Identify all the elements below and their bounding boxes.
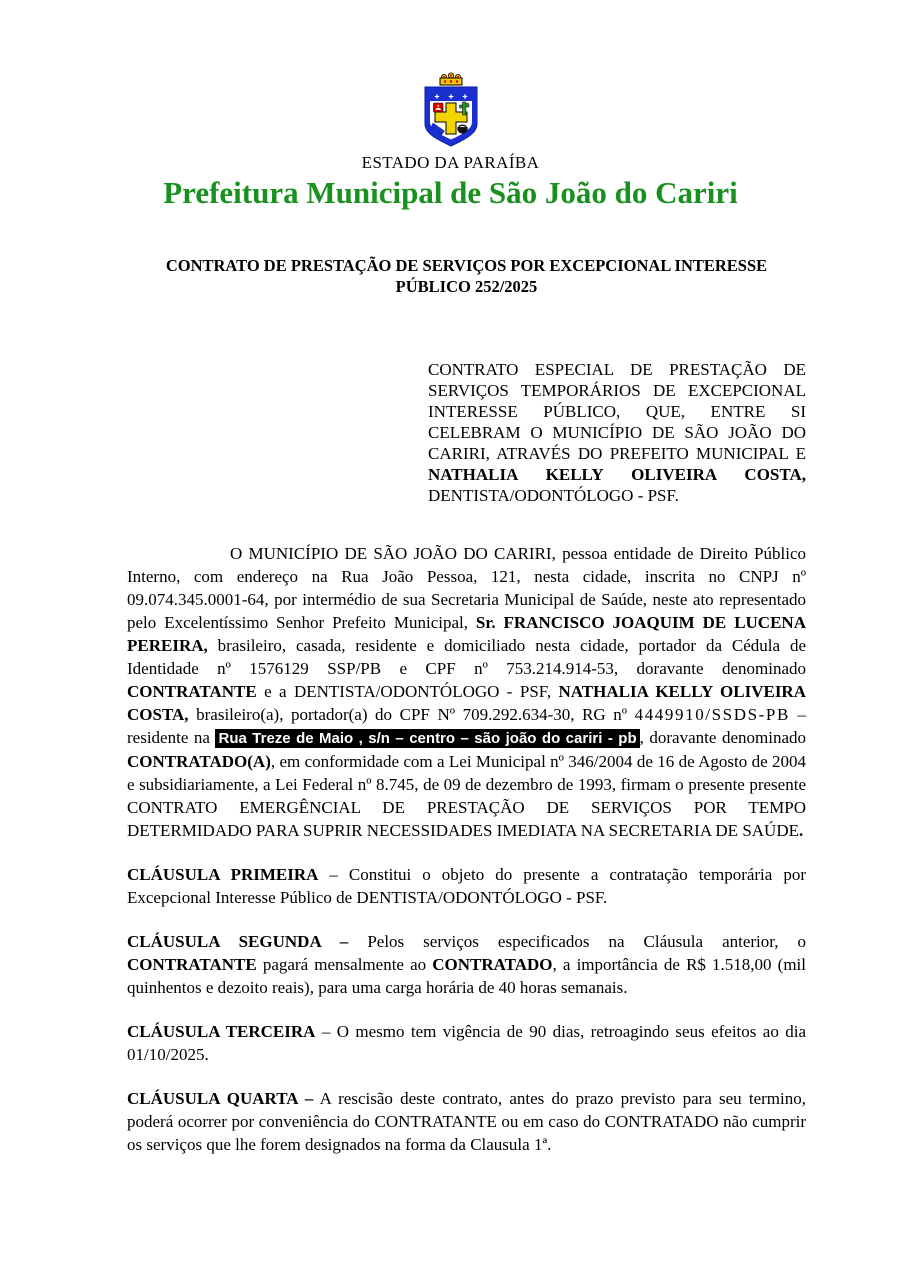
document-header: [111, 70, 790, 211]
municipality-title: Prefeitura Municipal de São João do Cariri: [163, 175, 738, 210]
recital-paragraph: [428, 359, 806, 506]
text-run: 4449910/SSDS-PB: [634, 705, 790, 724]
text-run: , doravante denominado: [639, 728, 806, 747]
text-run: pagará mensalmente ao: [256, 955, 433, 974]
text-run: CONTRATANTE: [127, 682, 257, 701]
text-run: , em conformidade com a Lei Municipal nº 346/2004 de 16 de Agosto de 2004 e subsidiariamente, a Lei Federal nº 8.745, de 09 de dezembro de 1993, firmam o presente presente CONTRATO EMERGÊNCIAL DE PRESTAÇÃO DE SERVIÇOS POR TEMPO DETERMIDADO PARA SUPRIR NECESSIDADES IMEDIATA NA SECRETARIA DE SAÚDE: [127, 752, 806, 840]
text-run: NATHALIA KELLY OLIVEIRA COSTA,: [428, 465, 806, 484]
text-run: CONTRATADO: [432, 955, 553, 974]
text-run: CONTRATADO(A): [127, 752, 271, 771]
text-run: – O mesmo tem vigência de 90 dias, retroagindo seus efeitos ao dia 01/10/2025.: [127, 1022, 807, 1064]
text-run: NATHALIA KELLY OLIVEIRA COSTA,: [127, 682, 806, 724]
text-run: , a importância de R$ 1.518,00 (mil quinhentos e dezoito reais), para uma carga horária de 40 horas semanais.: [127, 955, 806, 997]
text-run: e a DENTISTA/ODONTÓLOGO - PSF,: [256, 682, 559, 701]
text-run: O MUNICÍPIO DE SÃO JOÃO DO CARIRI, pessoa entidade de Direito Público Interno, com endereço na Rua João Pessoa, 121, nesta cidade, inscrita no CNPJ nº 09.074.345.0001-64, por intermédio de sua Secretaria Municipal de Saúde, neste ato representado pelo Excelentíssimo Senhor Prefeito Municipal,: [127, 544, 806, 632]
text-run: – residente na: [127, 705, 806, 747]
text-run: Pelos serviços especificados na Cláusula anterior, o: [348, 932, 807, 951]
text-run: – Constitui o objeto do presente a contratação temporária por Excepcional Interesse Público de DENTISTA/ODONTÓLOGO - PSF.: [127, 865, 806, 907]
text-run: CLÁUSULA PRIMEIRA: [127, 865, 319, 884]
clause-terceira: [127, 1020, 806, 1066]
text-run: CLÁUSULA QUARTA –: [127, 1089, 314, 1108]
text-run: Rua Treze de Maio , s/n – centro – são joão do cariri - pb: [215, 729, 639, 748]
text-run: brasileiro, casada, residente e domiciliado nesta cidade, portador da Cédula de Identidade nº 1576129 SSP/PB e CPF nº 753.214.914-53, doravante denominado: [127, 636, 806, 678]
state-label: ESTADO DA PARAÍBA: [361, 153, 540, 172]
text-run: CONTRATO ESPECIAL DE PRESTAÇÃO DE SERVIÇOS TEMPORÁRIOS DE EXCEPCIONAL INTERESSE PÚBLICO, QUE, ENTRE SI CELEBRAM O MUNICÍPIO DE SÃO JOÃO DO CARIRI, ATRAVÉS DO PREFEITO MUNICIPAL E: [428, 360, 806, 463]
coat-of-arms-icon: [410, 70, 492, 150]
text-run: .: [799, 821, 804, 840]
text-run: A rescisão deste contrato, antes do prazo previsto para seu termino, poderá ocorrer por conveniência do CONTRATANTE ou em caso do CONTRATADO não cumprir os serviços que lhe forem designados na forma da Clausula 1ª.: [127, 1089, 806, 1154]
clause-quarta: [127, 1087, 806, 1156]
text-run: DENTISTA/ODONTÓLOGO - PSF.: [428, 486, 679, 505]
text-run: CLÁUSULA SEGUNDA –: [127, 932, 349, 951]
contract-title: CONTRATO DE PRESTAÇÃO DE SERVIÇOS POR EXCEPCIONAL INTERESSE PÚBLICO 252/2025: [165, 256, 768, 296]
text-run: CLÁUSULA TERCEIRA: [127, 1022, 316, 1041]
text-run: Sr. FRANCISCO JOAQUIM DE LUCENA PEREIRA,: [127, 613, 806, 655]
text-run: CONTRATANTE: [127, 955, 257, 974]
text-run: brasileiro(a), portador(a) do CPF Nº 709.292.634-30, RG nº: [188, 705, 635, 724]
clause-segunda: [127, 930, 806, 999]
preamble-paragraph: [127, 542, 806, 842]
clause-primeira: [127, 863, 806, 909]
